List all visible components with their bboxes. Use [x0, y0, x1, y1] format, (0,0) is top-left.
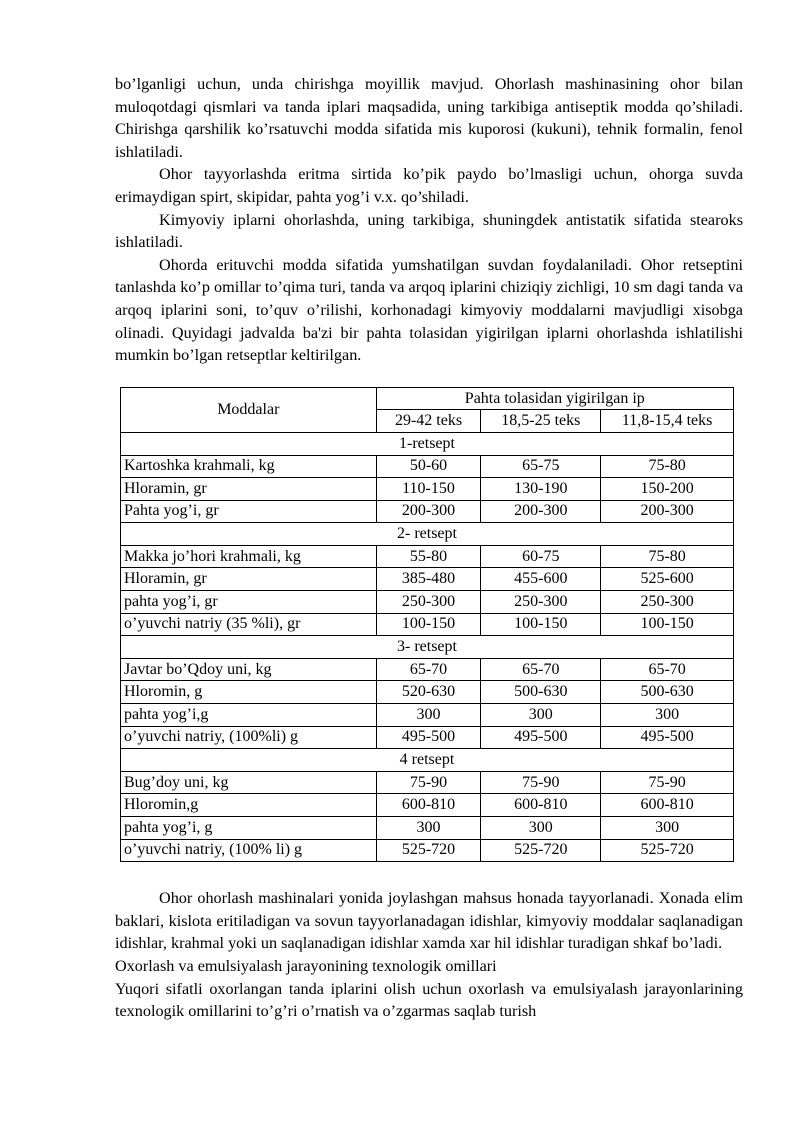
amount-cell: 500-630 [481, 681, 601, 704]
table-row [121, 591, 734, 614]
substance-name: Javtar bo’Qdoy uni, kg [121, 658, 377, 681]
amount-cell: 200-300 [481, 500, 601, 523]
substance-name: Kartoshka krahmali, kg [121, 455, 377, 478]
amount-cell: 100-150 [376, 613, 481, 636]
substance-name: Makka jo’hori krahmali, kg [121, 545, 377, 568]
substance-name: Hloramin, gr [121, 478, 377, 501]
section-title: 4 retsept [121, 749, 734, 772]
substance-name: Hloramin, gr [121, 568, 377, 591]
section-row [121, 636, 734, 659]
amount-cell: 200-300 [601, 500, 734, 523]
amount-cell: 600-810 [376, 794, 481, 817]
paragraph: Ohor tayyorlashda eritma sirtida ko’pik paydo bo’lmasligi uchun, ohorga suvda erimaydigan spirt, skipidar, pahta yog’i v.x. qo’shiladi. [115, 165, 743, 206]
table-row [121, 817, 734, 840]
header-group: Pahta tolasidan yigirilgan ip [376, 387, 733, 410]
amount-cell: 60-75 [481, 545, 601, 568]
amount-cell: 495-500 [601, 726, 734, 749]
substance-name: o’yuvchi natriy, (100% li) g [121, 839, 377, 862]
paragraph: Ohor ohorlash mashinalari yonida joylashgan mahsus honada tayyorlanadi. Xonada elim baklari, kislota eritiladigan va sovun tayyorlanadagan idishlar, kimyoviy moddalar saqlanadigan idishlar, krahmal yoki un saqlanadigan idishlar xamda xar hil idishlar turadigan shkaf bo’ladi. [115, 889, 743, 953]
amount-cell: 75-90 [481, 771, 601, 794]
subheader-1: 29-42 teks [376, 410, 481, 433]
section-title: 2- retsept [121, 523, 734, 546]
amount-cell: 525-720 [601, 839, 734, 862]
amount-cell: 300 [601, 817, 734, 840]
amount-cell: 300 [481, 817, 601, 840]
amount-cell: 300 [376, 817, 481, 840]
amount-cell: 100-150 [601, 613, 734, 636]
table-row [121, 794, 734, 817]
table-row [121, 478, 734, 501]
section-row [121, 749, 734, 772]
paragraph: Yuqori sifatli oxorlangan tanda iplarini olish uchun oxorlash va emulsiyalash jarayonlarining texnologik omillarini to’g’ri o’rnatish va o’zgarmas saqlab turish [115, 979, 743, 1021]
amount-cell: 130-190 [481, 478, 601, 501]
amount-cell: 150-200 [601, 478, 734, 501]
table-row [121, 704, 734, 727]
amount-cell: 75-80 [601, 455, 734, 478]
amount-cell: 75-90 [601, 771, 734, 794]
amount-cell: 525-720 [481, 839, 601, 862]
section-title: 1-retsept [121, 432, 734, 455]
amount-cell: 75-90 [376, 771, 481, 794]
section-row [121, 523, 734, 546]
paragraph: Ohorda erituvchi modda sifatida yumshatilgan suvdan foydalaniladi. Ohor retseptini tanlashda ko’p omillar to’qima turi, tanda va arqoq iplarini chiziqiy zichligi, 10 sm dagi tanda va arqoq iplarini soni, to’quv o’rilishi, korhonadagi kimyoviy moddalarni mavjudligi xisobga olinadi. Quyidagi jadvalda ba'zi bir pahta tolasidan yigirilgan iplarni ohorlashda ishlatilishi mumkin bo’lgan retseptlar keltirilgan. [115, 255, 743, 365]
amount-cell: 65-75 [481, 455, 601, 478]
substance-name: pahta yog’i,g [121, 704, 377, 727]
amount-cell: 250-300 [376, 591, 481, 614]
amount-cell: 75-80 [601, 545, 734, 568]
paragraph: bo’lganligi uchun, unda chirishga moyillik mavjud. Ohorlash mashinasining ohor bilan muloqotdagi qismlari va tanda iplari maqsadida, uning tarkibiga antiseptik modda qo’shiladi. Chirishga qarshilik ko’rsatuvchi modda sifatida mis kuporosi (kukuni), tehnik formalin, fenol ishlatiladi. [115, 75, 743, 161]
amount-cell: 525-720 [376, 839, 481, 862]
table-row [121, 455, 734, 478]
table-row [121, 613, 734, 636]
amount-cell: 200-300 [376, 500, 481, 523]
amount-cell: 385-480 [376, 568, 481, 591]
table-row [121, 839, 734, 862]
amount-cell: 300 [376, 704, 481, 727]
document-page [115, 73, 743, 1023]
table-row [121, 500, 734, 523]
closing-text [115, 887, 743, 1023]
amount-cell: 250-300 [601, 591, 734, 614]
amount-cell: 600-810 [481, 794, 601, 817]
amount-cell: 500-630 [601, 681, 734, 704]
paragraph: Kimyoviy iplarni ohorlashda, uning tarkibiga, shuningdek antistatik sifatida stearoks ishlatiladi. [115, 210, 743, 252]
amount-cell: 600-810 [601, 794, 734, 817]
amount-cell: 300 [601, 704, 734, 727]
subheader-2: 18,5-25 teks [481, 410, 601, 433]
amount-cell: 50-60 [376, 455, 481, 478]
substance-name: o’yuvchi natriy, (100%li) g [121, 726, 377, 749]
table-row [121, 771, 734, 794]
table-row [121, 658, 734, 681]
amount-cell: 65-70 [376, 658, 481, 681]
amount-cell: 100-150 [481, 613, 601, 636]
table-row [121, 568, 734, 591]
substance-name: Hloromin,g [121, 794, 377, 817]
amount-cell: 525-600 [601, 568, 734, 591]
substance-name: Bug’doy uni, kg [121, 771, 377, 794]
amount-cell: 110-150 [376, 478, 481, 501]
table-row [121, 726, 734, 749]
substance-name: Pahta yog’i, gr [121, 500, 377, 523]
table-header-row [121, 387, 734, 410]
amount-cell: 65-70 [481, 658, 601, 681]
amount-cell: 495-500 [376, 726, 481, 749]
substance-name: pahta yog’i, gr [121, 591, 377, 614]
table-row [121, 681, 734, 704]
subheader-3: 11,8-15,4 teks [601, 410, 734, 433]
section-row [121, 432, 734, 455]
amount-cell: 55-80 [376, 545, 481, 568]
intro-text [115, 73, 743, 367]
recipe-table [120, 387, 734, 862]
substance-name: Hloromin, g [121, 681, 377, 704]
amount-cell: 300 [481, 704, 601, 727]
section-title: 3- retsept [121, 636, 734, 659]
section-heading: Oxorlash va emulsiyalash jarayonining texnologik omillari [115, 956, 497, 975]
amount-cell: 250-300 [481, 591, 601, 614]
table-row [121, 545, 734, 568]
amount-cell: 455-600 [481, 568, 601, 591]
amount-cell: 520-630 [376, 681, 481, 704]
substance-name: pahta yog’i, g [121, 817, 377, 840]
substance-name: o’yuvchi natriy (35 %li), gr [121, 613, 377, 636]
header-substance: Moddalar [121, 387, 377, 432]
amount-cell: 495-500 [481, 726, 601, 749]
amount-cell: 65-70 [601, 658, 734, 681]
